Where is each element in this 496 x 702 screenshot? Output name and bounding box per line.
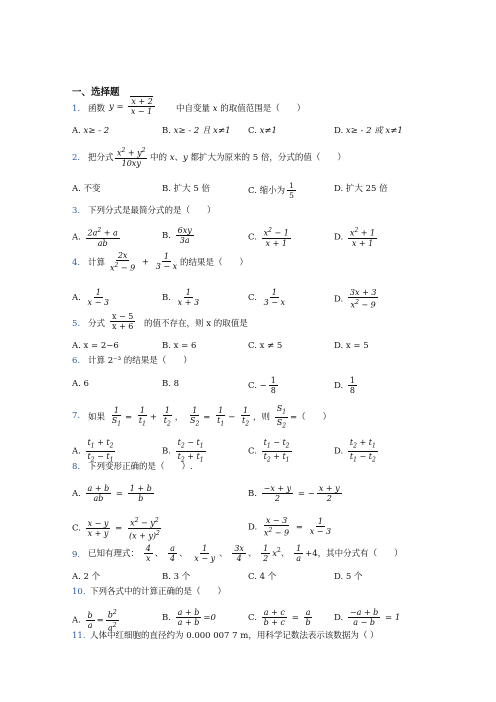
question-4-options	[0, 288, 496, 310]
option-b: B. $\frac{-x + y}{2}$ = − $\frac{x + y}{2}$	[248, 484, 340, 503]
question-stem-post: 的结果是（ ）	[180, 258, 249, 268]
question-number: 4.	[72, 258, 81, 268]
option-text: 扩大 5 倍	[173, 184, 210, 194]
option-text: 3 个	[173, 572, 191, 582]
question-7-options	[0, 438, 496, 464]
option-c: C. $\frac{x^2 - 1}{x + 1}$	[248, 227, 289, 248]
section-title: 一、选择题	[72, 87, 120, 98]
option-a: A. $\frac{2a^2 + a}{ab}$	[72, 227, 118, 248]
question-9-options	[0, 569, 496, 585]
option-label: D.	[334, 572, 344, 582]
question-3-options	[0, 226, 496, 248]
question-number: 5.	[72, 319, 81, 329]
option-text: 4 个	[259, 572, 277, 582]
question-1-options	[0, 123, 496, 139]
option-text: 2 个	[83, 572, 101, 582]
option-d: D. $\frac{x^2 + 1}{x + 1}$	[334, 227, 376, 248]
question-number: 8.	[72, 462, 81, 472]
question-number: 10.	[72, 587, 86, 597]
option-label: B.	[162, 341, 171, 351]
question-4	[0, 251, 496, 273]
question-number: 9.	[72, 550, 81, 560]
question-8	[0, 459, 496, 475]
question-number: 7.	[72, 411, 81, 421]
option-text: 5 个	[345, 572, 363, 582]
option-text: 6	[83, 379, 89, 389]
question-stem-pre: 分式	[88, 319, 106, 329]
option-label: C.	[248, 572, 257, 582]
option-label: A.	[72, 184, 81, 194]
option-label: D.	[334, 126, 344, 136]
question-stem: 下列各式中的计算正确的是（ ）	[90, 587, 227, 597]
question-stem-pre: 函数	[88, 104, 106, 114]
question-2-options	[0, 181, 496, 200]
option-label: A.	[72, 126, 81, 136]
option-d: D. $\frac{3x + 3}{x^2 - 9}$	[334, 288, 377, 310]
option-d: D. $\frac{x - 3}{x^2 - 9}$ = $\frac{1}{x - 3}$	[248, 516, 332, 538]
question-10	[0, 584, 496, 600]
option-text: x≥ - 2 或 x≠1	[345, 126, 403, 136]
question-stem-pre: 把分式	[88, 153, 114, 163]
option-c: C. − $\frac{1}{8}$	[248, 376, 276, 395]
option-label: B.	[162, 572, 171, 582]
option-d: D. $\frac{t_2 + t_1}{t_1 - t_2}$	[334, 438, 376, 464]
question-number: 2.	[72, 153, 81, 163]
option-b: B. $\frac{1}{x + 3}$	[162, 288, 200, 307]
option-c: C. 缩小为 $\frac{1}{5}$	[248, 181, 294, 200]
option-text: 8	[173, 379, 180, 389]
option-text: x≠1	[259, 126, 277, 136]
question-formula: $\frac{x^2 + y^2}{10xy}$	[117, 147, 146, 168]
question-formula: $\frac{x - 5}{x + 6}$	[112, 312, 134, 331]
question-8-options-cd	[0, 516, 496, 541]
question-stem-post: 中的 x、y 都扩大为原来的 5 倍，分式的值（ ）	[150, 153, 346, 163]
option-a: A. $\frac{t_1 + t_2}{t_2 - t_1}$	[72, 438, 114, 464]
option-a: A. $\frac{a + b}{ab}$ = $\frac{1 + b}{b}$	[72, 484, 152, 503]
question-stem: 如果 $\frac{1}{S_1}$ = $\frac{1}{t_1}$ + $\frac{1}{t_2}$ ， $\frac{1}{S_2}$ = $\frac{1}{t_1}$ − $\frac{1}{t_2}$ ，则 $\frac{S_1}{S_2}$ =（ ）	[88, 404, 332, 430]
option-c: C. $\frac{1}{3 - x}$	[248, 288, 285, 307]
option-text: x = 6	[173, 341, 197, 351]
option-c: C. $\frac{t_1 - t_2}{t_2 + t_1}$	[248, 438, 290, 464]
question-stem: 人体中红细胞的直径约为 0.000 007 7 m，用科学记数法表示该数据为（ ）	[90, 631, 379, 641]
option-b: B. $\frac{t_2 - t_1}{t_2 + t_1}$	[162, 438, 204, 464]
option-text: x ≠ 5	[259, 341, 283, 351]
question-11	[0, 628, 496, 644]
option-text: x = 5	[345, 341, 369, 351]
question-stem: 计算 2⁻³ 的结果是（ ）	[88, 356, 192, 366]
question-stem-post: 的值不存在，则 x 的取值是	[144, 319, 248, 329]
question-3	[0, 203, 496, 219]
question-8-options-ab	[0, 484, 496, 503]
option-text: x = 2−6	[83, 341, 119, 351]
option-b: B. $\frac{a + b}{a + b}$ =0	[162, 608, 216, 627]
option-text: 扩大 25 倍	[345, 184, 388, 194]
option-a: A. $\frac{1}{x - 3}$	[72, 288, 109, 307]
question-formula: $\frac{2x}{x^2 - 9}$ + $\frac{1}{3 - x}$	[110, 251, 178, 273]
option-c: C. $\frac{x - y}{x + y}$ = $\frac{x^2 - y^2}{(x + y)^2}$	[72, 517, 160, 541]
question-5	[0, 312, 496, 332]
option-label: D.	[334, 184, 344, 194]
question-10-options	[0, 608, 496, 633]
question-number: 6.	[72, 356, 81, 366]
question-formula: y = $\frac{x + 2}{x - 1}$	[109, 97, 153, 116]
option-a: A. $\frac{b}{a}$ = $\frac{b^2}{a^2}$	[72, 609, 117, 633]
option-label: A.	[72, 572, 81, 582]
option-b: B. $\frac{6xy}{3a}$	[162, 226, 192, 245]
question-2	[0, 147, 496, 168]
option-label: C.	[248, 341, 257, 351]
question-9	[0, 543, 496, 563]
option-text: x≥ - 2 且 x≠1	[173, 126, 231, 136]
option-label: B.	[162, 126, 171, 136]
option-d: D. $\frac{-a + b}{a - b}$ = 1	[334, 608, 401, 627]
option-text: x≥ - 2	[83, 126, 110, 136]
question-5-options	[0, 338, 496, 354]
question-stem: 下列分式是最简分式的是（ ）	[88, 206, 216, 216]
question-6-options	[0, 376, 496, 395]
option-label: B.	[162, 379, 171, 389]
question-stem: 下列变形正确的是（ ）.	[88, 462, 193, 472]
question-stem-pre: 计算	[88, 258, 106, 268]
option-c: C. $\frac{a + c}{b + c}$ = $\frac{a}{b}$	[248, 608, 311, 627]
question-number: 1.	[72, 104, 81, 114]
option-label: C.	[248, 126, 257, 136]
option-label: A.	[72, 341, 81, 351]
question-number: 3.	[72, 206, 81, 216]
question-1	[0, 97, 496, 117]
option-label: D.	[334, 341, 344, 351]
option-label: B.	[162, 184, 171, 194]
option-text: 不变	[83, 184, 101, 194]
option-d: D. $\frac{1}{8}$	[334, 376, 356, 395]
question-stem: 已知有理式： $\frac{4}{x}$ 、 $\frac{a}{4}$ 、 $\frac{1}{x - y}$ 、 $\frac{3x}{4}$ 、 $\frac{1}{2}$ $x^2$、 $\frac{1}{a}$ +4，其中分式有（ ）	[88, 543, 403, 563]
question-6	[0, 353, 496, 369]
option-label: A.	[72, 379, 81, 389]
question-stem-post: 中自变量 x 的取值范围是（ ）	[176, 104, 306, 114]
question-7	[0, 404, 496, 430]
question-number: 11.	[72, 631, 86, 641]
